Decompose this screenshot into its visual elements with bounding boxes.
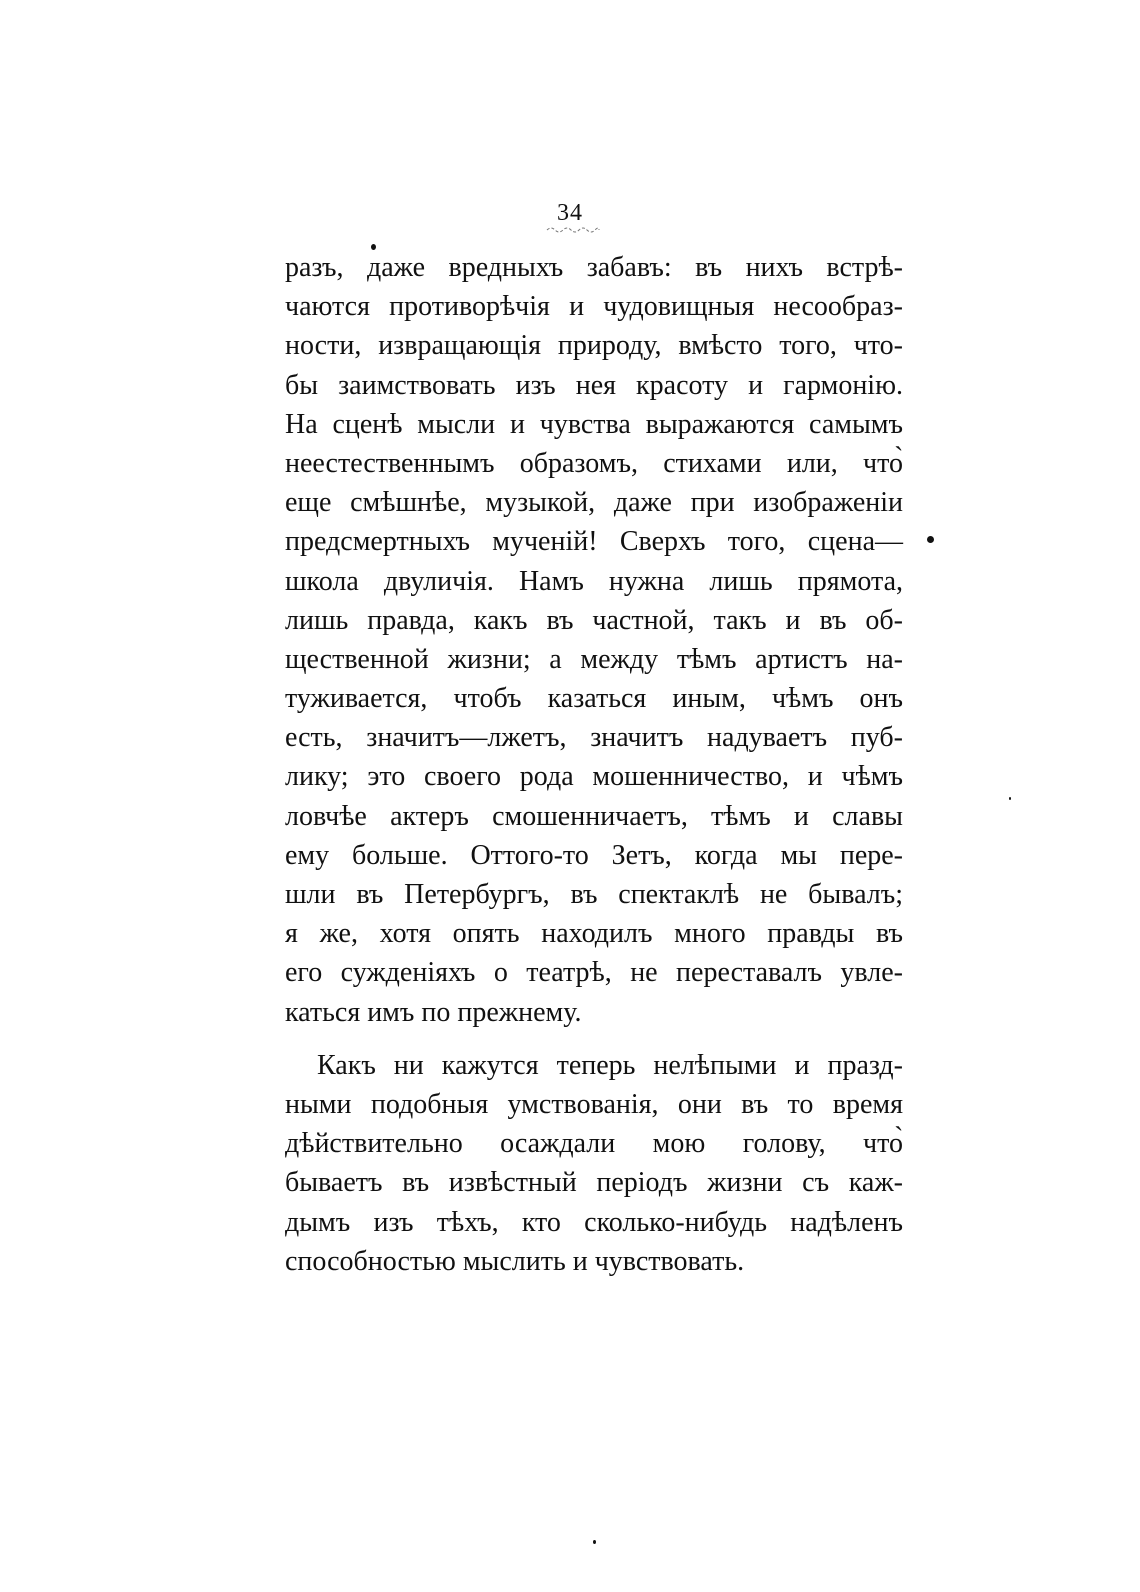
text-line: Какъ ни кажутся теперь нелѣпыми и празд- xyxy=(317,1049,903,1081)
ink-speck xyxy=(371,244,376,250)
text-line: предсмертныхъ мученій! Сверхъ того, сцена— xyxy=(285,526,903,558)
paragraph-gap xyxy=(285,1032,903,1046)
text-line: туживается, чтобъ казаться иным, чѣмъ онъ xyxy=(285,683,903,715)
page-number-ornament xyxy=(545,225,601,235)
paragraph xyxy=(285,248,903,1032)
text-line: ловчѣе актеръ смошенничаетъ, тѣмъ и славы xyxy=(285,800,903,832)
ink-speck xyxy=(593,1540,596,1544)
text-line: ему больше. Оттого-то Зетъ, когда мы пере- xyxy=(285,839,903,871)
text-line: На сценѣ мысли и чувства выражаются самымъ xyxy=(285,408,903,440)
text-line: лику; это своего рода мошенничество, и чѣмъ xyxy=(285,761,903,793)
text-line: ности, извращающія природу, вмѣсто того, что- xyxy=(285,330,903,362)
text-line: его сужденіяхъ о театрѣ, не переставалъ увле- xyxy=(285,957,903,989)
paragraph xyxy=(285,1046,903,1281)
text-line: щественной жизни; а между тѣмъ артистъ на- xyxy=(285,643,903,675)
text-line: способностью мыслить и чувствовать. xyxy=(285,1245,745,1277)
page-number: 34 xyxy=(557,200,583,226)
text-line: я же, хотя опять находилъ много правды въ xyxy=(285,918,903,950)
text-line: бы заимствовать изъ нея красоту и гармонію. xyxy=(285,369,903,401)
text-line: ными подобныя умствованія, они въ то время xyxy=(285,1088,903,1120)
text-line: каться имъ по прежнему. xyxy=(285,996,582,1028)
text-line: еще смѣшнѣе, музыкой, даже при изображеніи xyxy=(285,487,903,519)
text-line: лишь правда, какъ въ частной, такъ и въ об- xyxy=(285,604,903,636)
ink-speck xyxy=(1009,797,1011,800)
text-line: разъ, даже вредныхъ забавъ: въ нихъ встрѣ- xyxy=(285,252,903,283)
ink-speck xyxy=(927,536,934,543)
text-line: дѣйствительно осаждали мою голову, что̀ xyxy=(285,1128,903,1160)
text-line: есть, значитъ—лжетъ, значитъ надуваетъ пуб- xyxy=(285,722,903,754)
text-line: дымъ изъ тѣхъ, кто сколько-нибудь надѣленъ xyxy=(285,1206,903,1238)
text-block xyxy=(285,248,903,1281)
text-line: шли въ Петербургъ, въ спектаклѣ не бывалъ; xyxy=(285,879,903,910)
text-line: бываетъ въ извѣстный періодъ жизни съ каж- xyxy=(285,1167,903,1199)
text-line: неестественнымъ образомъ, стихами или, что̀ xyxy=(285,447,903,479)
text-line: школа двуличія. Намъ нужна лишь прямота, xyxy=(285,565,903,597)
text-line: чаются противорѣчія и чудовищныя несообраз- xyxy=(285,291,903,323)
